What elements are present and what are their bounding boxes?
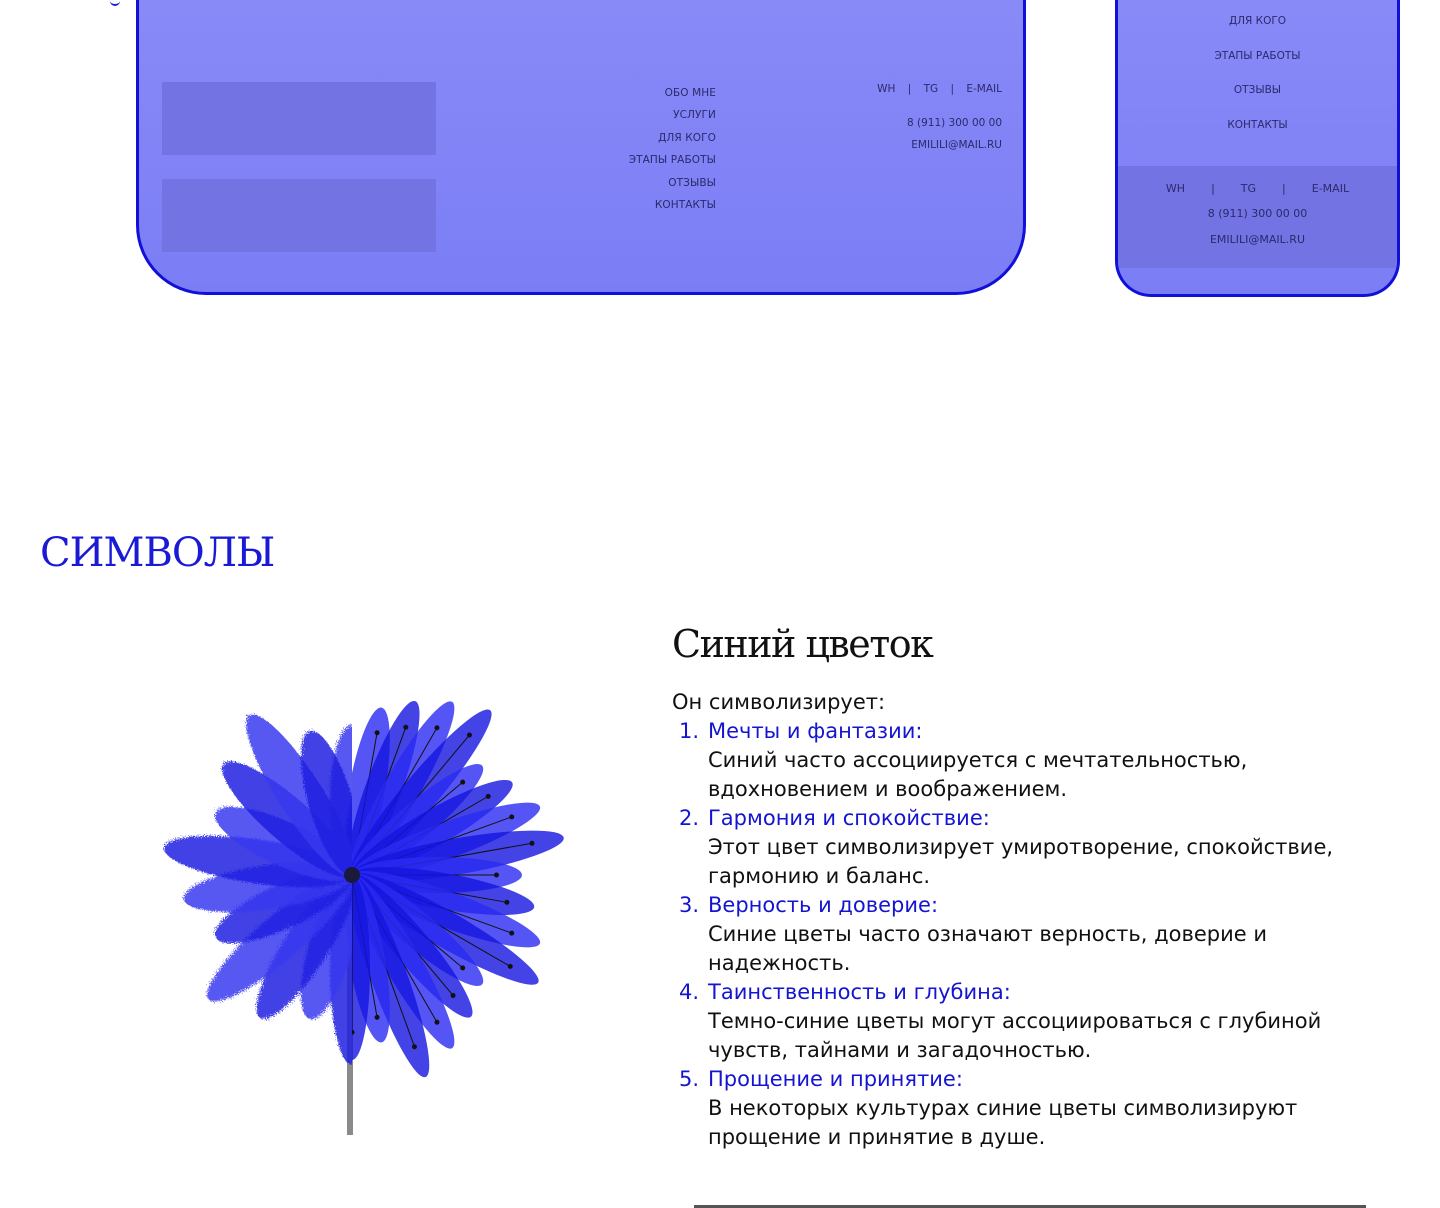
- menu-item-reviews[interactable]: ОТЗЫВЫ: [668, 176, 716, 189]
- list-item-text: Этот цвет символизирует умиротворение, спокойствие, гармонию и баланс.: [708, 835, 1334, 888]
- telegram-link[interactable]: TG: [1240, 182, 1257, 195]
- partial-glyph: [110, 0, 120, 6]
- email-address[interactable]: EMILILI@MAIL.RU: [911, 139, 1002, 151]
- desktop-footer-menu: [629, 82, 716, 216]
- email-link[interactable]: E-MAIL: [1311, 182, 1350, 195]
- article-intro: Он символизирует:: [672, 690, 886, 714]
- phone-number[interactable]: 8 (911) 300 00 00: [1207, 207, 1308, 220]
- mobile-footer-contacts: [1118, 166, 1397, 268]
- email-address[interactable]: EMILILI@MAIL.RU: [1209, 233, 1305, 246]
- mobile-footer-mockup: [1115, 0, 1400, 297]
- article-title: Синий цветок: [672, 622, 933, 666]
- symbol-article: [672, 620, 1352, 1152]
- whatsapp-link[interactable]: WH: [1165, 182, 1186, 195]
- symbol-list: [672, 717, 1352, 1152]
- list-item-heading: Гармония и спокойствие:: [708, 806, 990, 830]
- list-item-heading: Верность и доверие:: [708, 893, 939, 917]
- menu-item-stages[interactable]: ЭТАПЫ РАБОТЫ: [628, 154, 716, 167]
- list-item-heading: Мечты и фантазии:: [708, 719, 923, 743]
- list-item-text: Темно-синие цветы могут ассоциироваться с глубиной чувств, тайнами и загадочностью.: [708, 1009, 1322, 1062]
- list-item: [708, 891, 1352, 978]
- section-title: СИМВОЛЫ: [40, 530, 275, 576]
- list-item-heading: Прощение и принятие:: [708, 1067, 963, 1091]
- list-item-text: В некоторых культурах синие цветы символизируют прощение и принятие в душе.: [708, 1096, 1298, 1149]
- desktop-footer-contacts: [868, 82, 1002, 156]
- phone-number[interactable]: 8 (911) 300 00 00: [906, 117, 1002, 129]
- desktop-footer-mockup: [136, 0, 1026, 295]
- menu-item-about[interactable]: ОБО МНЕ: [664, 87, 716, 99]
- list-item-heading: Таинственность и глубина:: [708, 980, 1011, 1004]
- separator: |: [1211, 182, 1215, 195]
- menu-item-contacts[interactable]: КОНТАКТЫ: [654, 199, 716, 212]
- whatsapp-link[interactable]: WH: [877, 83, 896, 95]
- telegram-link[interactable]: TG: [923, 83, 939, 95]
- separator: |: [1282, 182, 1286, 195]
- separator: |: [907, 83, 912, 95]
- list-item-text: Синий часто ассоциируется с мечтательностью, вдохновением и воображением.: [708, 748, 1248, 801]
- placeholder-block: [162, 82, 436, 155]
- email-link[interactable]: E-MAIL: [966, 83, 1002, 95]
- list-item: [708, 717, 1352, 804]
- social-links: [1118, 182, 1397, 195]
- social-links: [868, 82, 1002, 96]
- menu-item-services[interactable]: УСЛУГИ: [673, 109, 716, 122]
- menu-item-for-whom[interactable]: ДЛЯ КОГО: [658, 131, 716, 144]
- list-item: [708, 978, 1352, 1065]
- menu-item-for-whom[interactable]: ДЛЯ КОГО: [1228, 15, 1287, 27]
- menu-item-contacts[interactable]: КОНТАКТЫ: [1227, 118, 1288, 131]
- placeholder-block: [162, 179, 436, 252]
- list-item-text: Синие цветы часто означают верность, доверие и надежность.: [708, 922, 1268, 975]
- menu-item-stages[interactable]: ЭТАПЫ РАБОТЫ: [1214, 49, 1301, 62]
- separator: |: [950, 83, 955, 95]
- list-item: [708, 804, 1352, 891]
- menu-item-reviews[interactable]: ОТЗЫВЫ: [1233, 84, 1282, 97]
- blue-flower-illustration: [130, 660, 570, 1140]
- mobile-footer-menu: [1118, 4, 1397, 142]
- list-item: [708, 1065, 1352, 1152]
